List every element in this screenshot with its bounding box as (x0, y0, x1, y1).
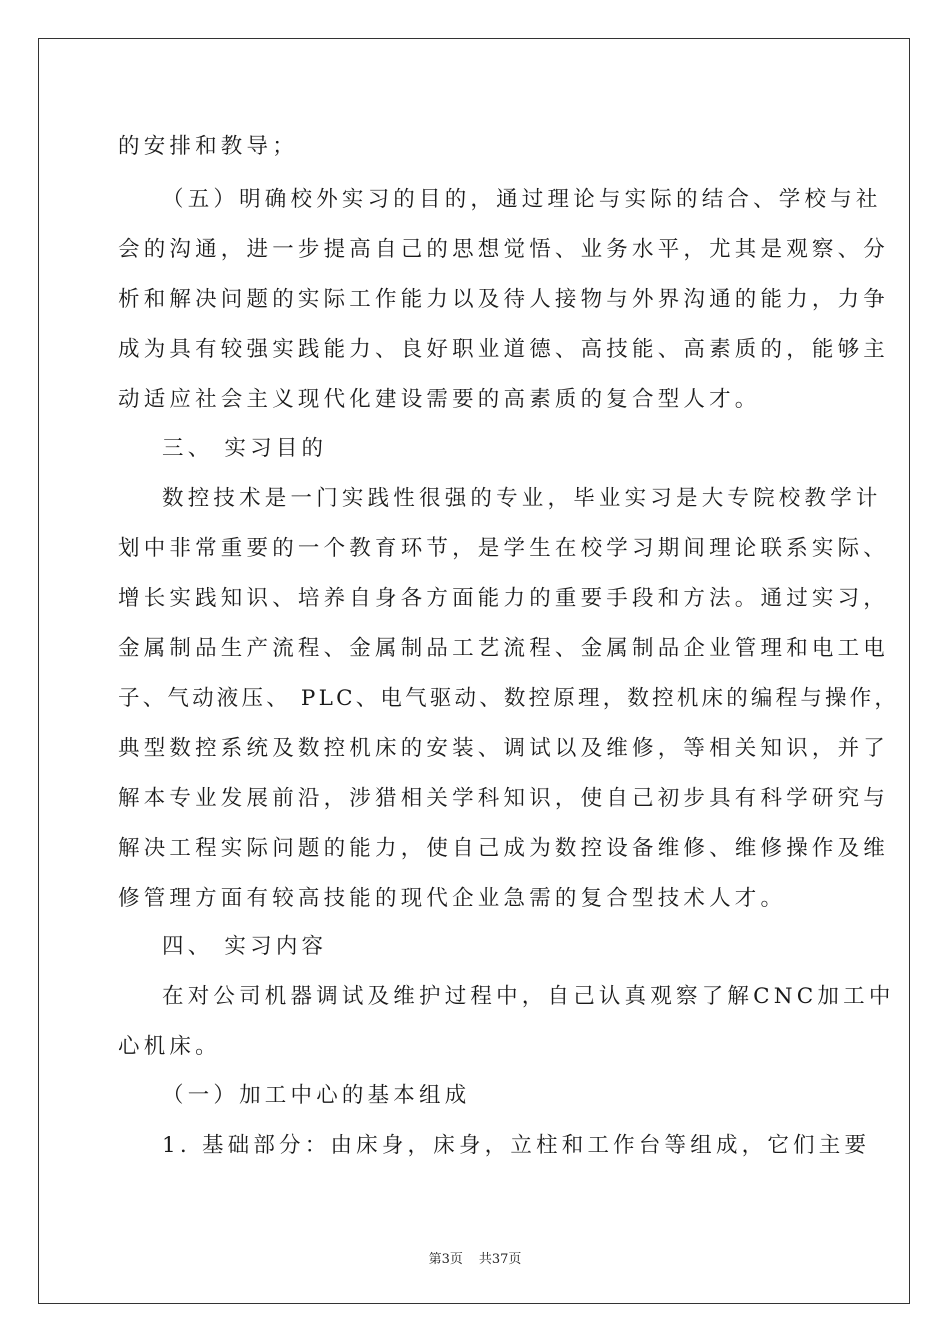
page-footer (0, 1248, 950, 1267)
text-line: 析和解决问题的实际工作能力以及待人接物与外界沟通的能力，力争 (118, 287, 890, 312)
text-line: 1. 基础部分：由床身，床身，立柱和工作台等组成，它们主要 (162, 1133, 871, 1158)
text-line: 成为具有较强实践能力、良好职业道德、高技能、高素质的，能够主 (118, 337, 890, 362)
text-line: 典型数控系统及数控机床的安装、调试以及维修，等相关知识，并了 (118, 736, 890, 761)
text-line: 动适应社会主义现代化建设需要的高素质的复合型人才。 (118, 387, 761, 412)
text-line: 心机床。 (118, 1034, 221, 1059)
text-line: 增长实践知识、培养自身各方面能力的重要手段和方法。通过实习， (118, 586, 890, 611)
text-line: （五）明确校外实习的目的，通过理论与实际的结合、学校与社 (162, 187, 882, 212)
text-line: 数控技术是一门实践性很强的专业，毕业实习是大专院校教学计 (162, 486, 882, 511)
text-line: 划中非常重要的一个教育环节，是学生在校学习期间理论联系实际、 (118, 536, 890, 561)
text-line: 的安排和教导； (118, 134, 298, 159)
page-number: 第3页 (428, 1252, 463, 1267)
text-line: 会的沟通，进一步提高自己的思想觉悟、业务水平，尤其是观察、分 (118, 237, 890, 262)
subsection-heading: （一）加工中心的基本组成 (162, 1083, 471, 1108)
text-line: 解本专业发展前沿，涉猎相关学科知识，使自己初步具有科学研究与 (118, 786, 890, 811)
text-line: 子、气动液压、 PLC、电气驱动、数控原理，数控机床的编程与操作， (118, 686, 900, 711)
text-line: 金属制品生产流程、金属制品工艺流程、金属制品企业管理和电工电 (118, 636, 890, 661)
page-total: 共37页 (478, 1252, 522, 1267)
text-line: 在对公司机器调试及维护过程中，自己认真观察了解CNC加工中 (162, 984, 895, 1009)
text-line: 修管理方面有较高技能的现代企业急需的复合型技术人才。 (118, 886, 787, 911)
section-heading: 四、 实习内容 (162, 934, 328, 959)
section-heading: 三、 实习目的 (162, 436, 328, 461)
text-line: 解决工程实际问题的能力，使自己成为数控设备维修、维修操作及维 (118, 836, 890, 861)
